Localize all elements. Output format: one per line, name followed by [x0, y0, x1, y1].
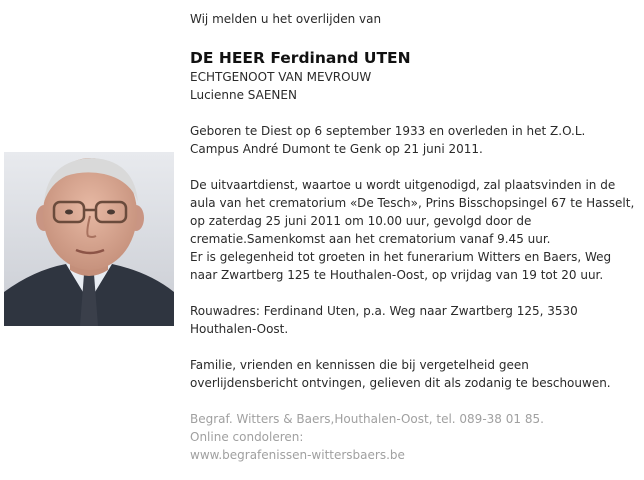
funeral-home-contact: Begraf. Witters & Baers,Houthalen-Oost, tel. 089-38 01 85. — [190, 412, 544, 426]
text-line: Rouwadres: Ferdinand Uten, p.a. Weg naar Zwartberg 125, 3530 — [190, 304, 578, 318]
text-line: overlijdensbericht ontvingen, gelieven dit als zodanig te beschouwen. — [190, 376, 611, 390]
mourning-address-paragraph — [190, 302, 640, 338]
text-line: Campus André Dumont te Genk op 21 juni 2011. — [190, 142, 483, 156]
deceased-name: DE HEER Ferdinand UTEN — [190, 49, 411, 67]
intro-line: Wij melden u het overlijden van — [190, 12, 382, 26]
spouse-name: Lucienne SAENEN — [190, 88, 297, 102]
text-line: Houthalen-Oost. — [190, 322, 289, 336]
condolence-website: www.begrafenissen-wittersbaers.be — [190, 448, 405, 462]
family-note-paragraph — [190, 356, 640, 392]
funeral-paragraph — [190, 176, 640, 284]
text-line: naar Zwartberg 125 te Houthalen-Oost, op vrijdag van 19 tot 20 uur. — [190, 268, 604, 282]
funeral-home-footer — [190, 410, 640, 464]
text-line: op zaterdag 25 juni 2011 om 10.00 uur, gevolgd door de — [190, 214, 532, 228]
spouse-title: ECHTGENOOT VAN MEVROUW — [190, 70, 372, 84]
portrait-photo — [4, 152, 174, 326]
text-line: crematie.Samenkomst aan het crematorium vanaf 9.45 uur. — [190, 232, 551, 246]
text-line: De uitvaartdienst, waartoe u wordt uitgenodigd, zal plaatsvinden in de — [190, 178, 616, 192]
condolence-label: Online condoleren: — [190, 430, 304, 444]
death-notice — [190, 10, 640, 464]
text-line: aula van het crematorium «De Tesch», Prins Bisschopsingel 67 te Hasselt, — [190, 196, 635, 210]
text-line: Er is gelegenheid tot groeten in het funerarium Witters en Baers, Weg — [190, 250, 612, 264]
text-line: Familie, vrienden en kennissen die bij vergetelheid geen — [190, 358, 529, 372]
portrait-photo-illustration — [4, 152, 174, 326]
text-line: Geboren te Diest op 6 september 1933 en overleden in het Z.O.L. — [190, 124, 586, 138]
birth-death-paragraph — [190, 122, 640, 158]
